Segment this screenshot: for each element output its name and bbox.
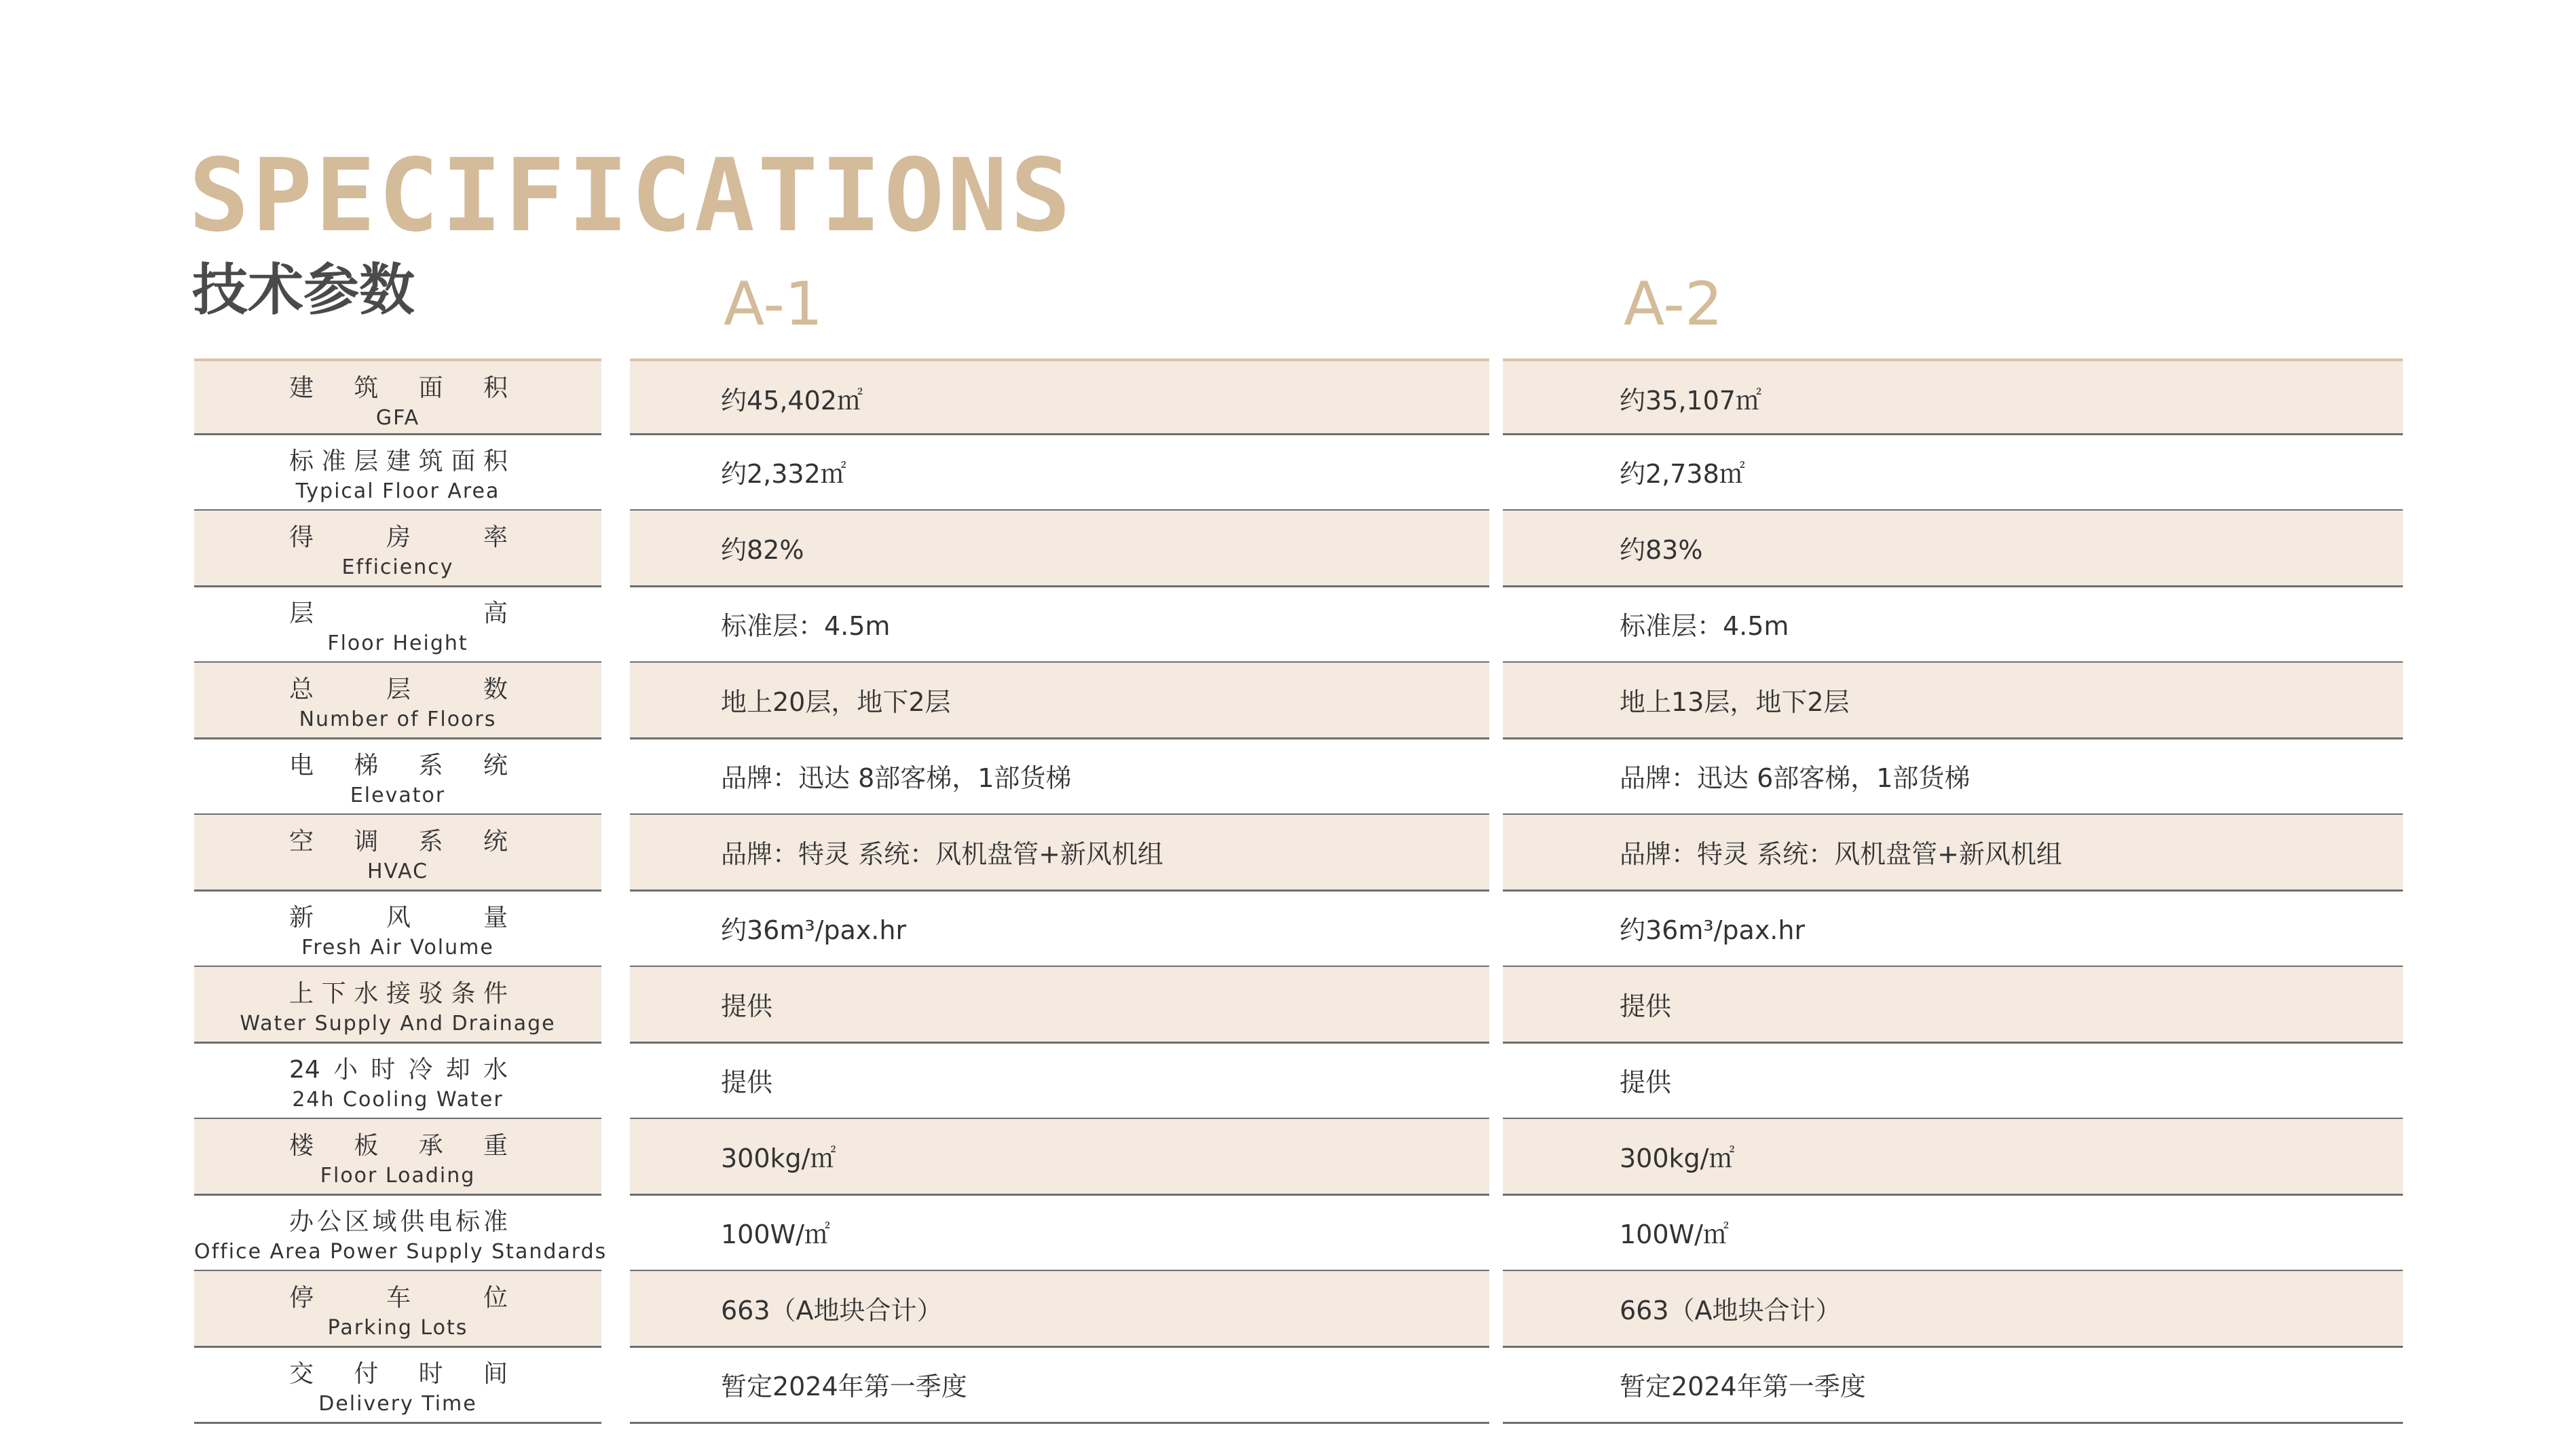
a2-value-cell (1503, 967, 2403, 1044)
table-row (0, 815, 2576, 891)
a1-value: 暂定2024年第一季度 (721, 1372, 967, 1401)
a2-value-cell (1503, 1043, 2403, 1120)
a1-value-cell (630, 739, 1489, 815)
a2-value: 300kg/㎡ (1620, 1143, 1735, 1173)
a1-value-cell (630, 587, 1489, 663)
a1-value: 品牌：迅达 8部客梯，1部货梯 (721, 763, 1072, 793)
a1-value: 提供 (721, 1067, 773, 1097)
a2-value: 100W/㎡ (1620, 1219, 1729, 1249)
a2-value: 暂定2024年第一季度 (1620, 1372, 1866, 1401)
page-title-cn: 技术参数 (192, 258, 415, 323)
a1-value-cell (630, 1271, 1489, 1348)
table-row (0, 891, 2576, 967)
a2-value: 地上13层，地下2层 (1620, 687, 1850, 717)
a1-value: 约36m³/pax.hr (721, 915, 907, 945)
row-label-en: Number of Floors (299, 708, 497, 731)
row-label-cn: 24小时冷却水 (289, 1056, 508, 1084)
row-label-cn: 楼板承重 (289, 1132, 508, 1160)
row-label-cell (194, 511, 601, 587)
row-label-cn: 总层数 (289, 676, 508, 703)
a1-value-cell (630, 815, 1489, 892)
row-label-cell (194, 1043, 601, 1120)
a2-value: 提供 (1620, 1067, 1672, 1097)
row-label-en: Parking Lots (327, 1316, 468, 1340)
a1-value: 约45,402㎡ (721, 386, 863, 416)
a1-value-cell (630, 1347, 1489, 1424)
row-label-cell (194, 359, 601, 435)
a2-value: 约83% (1620, 535, 1703, 565)
row-label-en: Floor Height (327, 631, 468, 655)
a2-value: 约35,107㎡ (1620, 386, 1761, 416)
table-row (0, 967, 2576, 1043)
table-row (0, 1043, 2576, 1119)
a1-value: 约2,332㎡ (721, 459, 846, 489)
a1-value-cell (630, 891, 1489, 968)
a1-value: 100W/㎡ (721, 1219, 830, 1249)
a1-value-cell (630, 511, 1489, 587)
table-row (0, 1195, 2576, 1271)
row-label-en: HVAC (367, 860, 429, 883)
a1-value: 300kg/㎡ (721, 1143, 836, 1173)
table-row (0, 511, 2576, 587)
row-label-cn: 标准层建筑面积 (289, 447, 508, 475)
a2-value: 663（A地块合计） (1620, 1296, 1842, 1325)
column-header-a2: A-2 (1624, 269, 1723, 339)
row-label-cell (194, 587, 601, 663)
spec-table (0, 359, 2576, 1423)
row-label-cn: 上下水接驳条件 (289, 980, 508, 1008)
row-label-en: Efficiency (341, 555, 454, 579)
row-label-cell (194, 967, 601, 1044)
row-label-en: Delivery Time (318, 1392, 477, 1416)
page-title-en: SPECIFICATIONS (189, 137, 1074, 254)
row-label-cell (194, 891, 601, 968)
column-header-a1: A-1 (724, 269, 823, 339)
a2-value-cell (1503, 359, 2403, 435)
row-label-cell (194, 1119, 601, 1196)
table-row (0, 1271, 2576, 1347)
a1-value: 663（A地块合计） (721, 1296, 943, 1325)
a2-value-cell (1503, 1347, 2403, 1424)
row-label-cell (194, 435, 601, 511)
row-label-cn: 新风量 (289, 904, 508, 932)
a1-value-cell (630, 359, 1489, 435)
a1-value-cell (630, 435, 1489, 511)
row-label-cell (194, 1271, 601, 1348)
a2-value-cell (1503, 435, 2403, 511)
row-label-cell (194, 1195, 608, 1272)
a1-value-cell (630, 967, 1489, 1044)
row-label-en: Elevator (350, 784, 446, 807)
a2-value-cell (1503, 663, 2403, 739)
row-label-en: Office Area Power Supply Standards (194, 1240, 608, 1264)
row-label-cell (194, 663, 601, 739)
row-label-cn: 建筑面积 (289, 374, 508, 402)
a1-value: 地上20层，地下2层 (721, 687, 951, 717)
a2-value-cell (1503, 1119, 2403, 1196)
row-label-en: GFA (375, 406, 420, 430)
a1-value: 提供 (721, 991, 773, 1021)
a1-value: 标准层：4.5m (721, 611, 891, 641)
a2-value: 提供 (1620, 991, 1672, 1021)
a2-value-cell (1503, 511, 2403, 587)
row-label-cn: 层高 (289, 600, 508, 627)
table-row (0, 739, 2576, 815)
row-label-cn: 电梯系统 (289, 752, 508, 779)
a1-value-cell (630, 1119, 1489, 1196)
table-row (0, 359, 2576, 435)
row-label-cn: 空调系统 (289, 828, 508, 856)
a2-value-cell (1503, 739, 2403, 815)
table-row (0, 1347, 2576, 1423)
row-label-cn: 交付时间 (289, 1360, 508, 1388)
row-label-en: Water Supply And Drainage (240, 1012, 556, 1035)
table-row (0, 587, 2576, 663)
a2-value-cell (1503, 1195, 2403, 1272)
row-label-en: Floor Loading (320, 1164, 476, 1188)
row-label-en: Fresh Air Volume (301, 936, 494, 959)
a2-value: 约36m³/pax.hr (1620, 915, 1806, 945)
row-label-cell (194, 1347, 601, 1424)
a2-value: 品牌：特灵 系统：风机盘管+新风机组 (1620, 839, 2062, 869)
a2-value-cell (1503, 815, 2403, 892)
a1-value-cell (630, 1195, 1489, 1272)
a1-value-cell (630, 663, 1489, 739)
a2-value: 品牌：迅达 6部客梯，1部货梯 (1620, 763, 1971, 793)
row-label-cn: 停车位 (289, 1284, 508, 1312)
a2-value-cell (1503, 1271, 2403, 1348)
table-row (0, 663, 2576, 739)
a1-value-cell (630, 1043, 1489, 1120)
a2-value: 约2,738㎡ (1620, 459, 1745, 489)
a2-value: 标准层：4.5m (1620, 611, 1789, 641)
row-label-cell (194, 739, 601, 815)
a1-value: 约82% (721, 535, 804, 565)
row-label-cn: 办公区域供电标准 (289, 1208, 508, 1236)
table-row (0, 435, 2576, 511)
a2-value-cell (1503, 891, 2403, 968)
a2-value-cell (1503, 587, 2403, 663)
table-row (0, 1119, 2576, 1195)
row-label-cn: 得房率 (289, 524, 508, 551)
row-label-en: 24h Cooling Water (292, 1088, 504, 1112)
row-label-en: Typical Floor Area (295, 479, 500, 503)
row-label-cell (194, 815, 601, 892)
a1-value: 品牌：特灵 系统：风机盘管+新风机组 (721, 839, 1163, 869)
